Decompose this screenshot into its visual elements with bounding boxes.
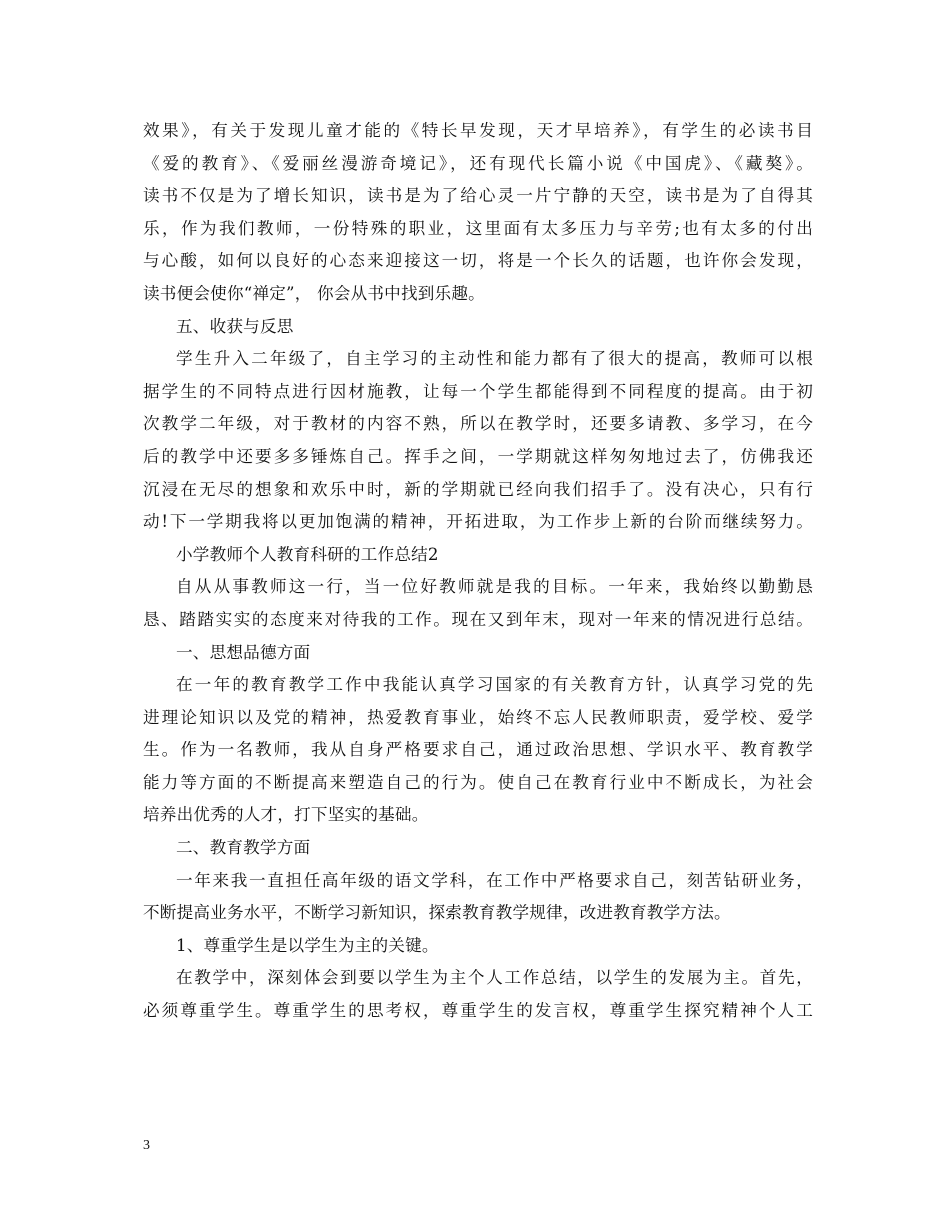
text-line: 生。作为一名教师，我从自身严格要求自己，通过政治思想、学识水平、教育教学 xyxy=(143,740,813,760)
text-line: 在一年的教育教学工作中我能认真学习国家的有关教育方针，认真学习党的先 xyxy=(176,675,813,695)
section-heading: 二、教育教学方面 xyxy=(176,838,311,858)
text-line: 进理论知识以及党的精神，热爱教育事业，始终不忘人民教师职责，爱学校、爱学 xyxy=(143,707,813,727)
page-number: 3 xyxy=(143,1138,150,1153)
text-line: 必须尊重学生。尊重学生的思考权，尊重学生的发言权，尊重学生探究精神个人工 xyxy=(143,1001,813,1021)
text-line: 读书便会使你“禅定”， 你会从书中找到乐趣。 xyxy=(143,283,485,303)
section-heading: 一、思想品德方面 xyxy=(176,642,311,662)
text-line: 能力等方面的不断提高来塑造自己的行为。使自己在教育行业中不断成长，为社会 xyxy=(143,772,813,792)
section-heading: 五、收获与反思 xyxy=(176,316,294,336)
text-line: 恳、踏踏实实的态度来对待我的工作。现在又到年末，现对一年来的情况进行总结。 xyxy=(143,609,813,629)
text-line: 沉浸在无尽的想象和欢乐中时，新的学期就已经向我们招手了。没有决心，只有行 xyxy=(143,479,813,499)
text-line: 动!下一学期我将以更加饱满的精神，开拓进取，为工作步上新的台阶而继续努力。 xyxy=(143,512,813,532)
subsection-heading: 1、尊重学生是以学生为主的关键。 xyxy=(176,935,439,955)
text-line: 效果》，有关于发现儿童才能的《特长早发现，天才早培养》，有学生的必读书目 xyxy=(143,121,813,140)
text-line: 学生升入二年级了，自主学习的主动性和能力都有了很大的提高，教师可以根 xyxy=(176,349,813,369)
text-line: 后的教学中还要多多锤炼自己。挥手之间，一学期就这样匆匆地过去了，仿佛我还 xyxy=(143,446,813,466)
article-title: 小学教师个人教育科研的工作总结2 xyxy=(176,544,439,564)
text-line: 据学生的不同特点进行因材施教，让每一个学生都能得到不同程度的提高。由于初 xyxy=(143,381,813,401)
text-line: 次教学二年级，对于教材的内容不熟，所以在教学时，还要多请教、多学习，在今 xyxy=(143,414,813,434)
text-line: 乐，作为我们教师，一份特殊的职业，这里面有太多压力与辛劳;也有太多的付出 xyxy=(143,218,813,238)
text-line: 《爱的教育》、《爱丽丝漫游奇境记》，还有现代长篇小说《中国虎》、《藏獒》。 xyxy=(143,153,813,173)
document-body xyxy=(143,115,813,1028)
text-line: 不断提高业务水平，不断学习新知识，探索教育教学规律，改进教育教学方法。 xyxy=(143,903,731,923)
text-line: 读书不仅是为了增长知识，读书是为了给心灵一片宁静的天空，读书是为了自得其 xyxy=(143,186,813,206)
text-line: 在教学中，深刻体会到要以学生为主个人工作总结，以学生的发展为主。首先， xyxy=(176,968,813,988)
text-line: 一年来我一直担任高年级的语文学科，在工作中严格要求自己，刻苦钻研业务， xyxy=(176,870,813,890)
text-line: 培养出优秀的人才，打下坚实的基础。 xyxy=(143,805,429,825)
text-line: 自从从事教师这一行，当一位好教师就是我的目标。一年来，我始终以勤勤恳 xyxy=(176,577,813,597)
text-line: 与心酸，如何以良好的心态来迎接这一切，将是一个长久的话题，也许你会发现， xyxy=(143,251,813,271)
